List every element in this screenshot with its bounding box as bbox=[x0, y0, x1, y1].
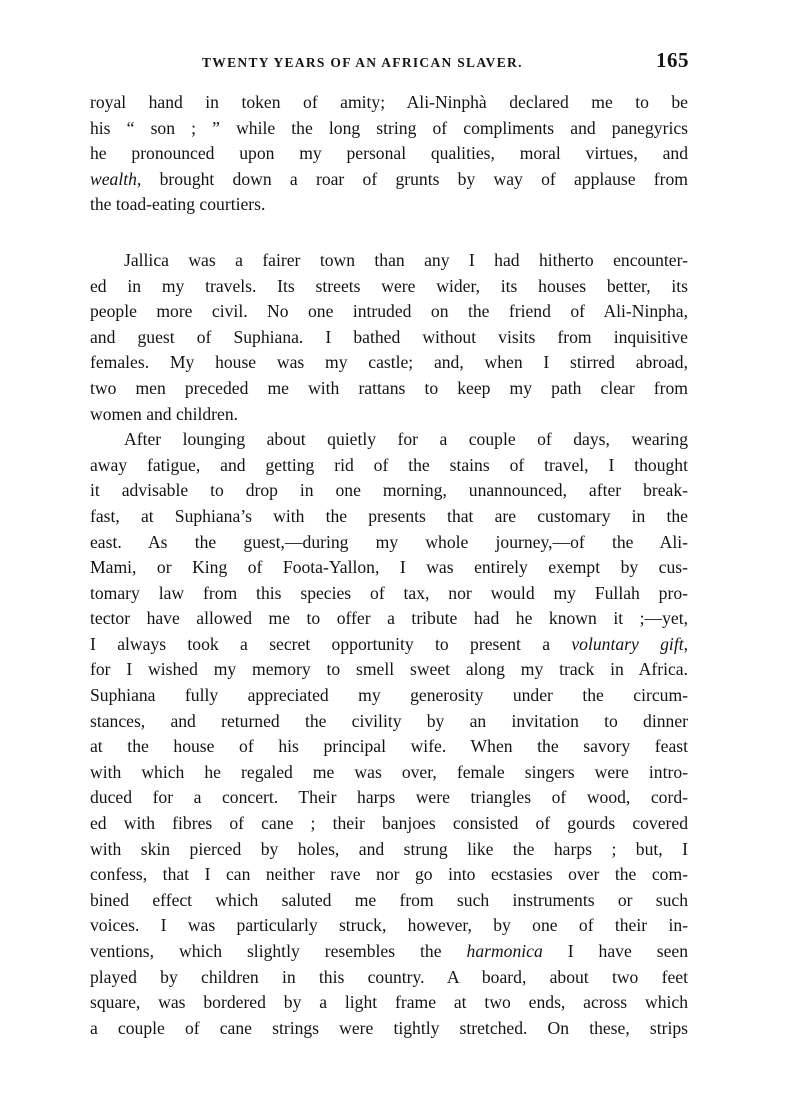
text-line: at the house of his principal wife. When the savory feast bbox=[90, 736, 688, 757]
paragraph-3 bbox=[90, 427, 688, 1041]
italic-word: harmonica bbox=[466, 941, 543, 961]
text-line: Mami, or King of Foota-Yallon, I was entirely exempt by cus- bbox=[90, 557, 688, 578]
italic-word: wealth bbox=[90, 168, 137, 189]
text-line: fast, at Suphiana’s with the presents that are customary in the bbox=[90, 505, 688, 526]
paragraph-1 bbox=[90, 90, 688, 218]
text-line: people more civil. No one intruded on the friend of Ali-Ninpha, bbox=[90, 301, 688, 322]
text-line: it advisable to drop in one morning, unannounced, after break- bbox=[90, 480, 688, 501]
text-line: two men preceded me with rattans to keep my path clear from bbox=[90, 377, 688, 398]
text-line: wealth, brought down a roar of grunts by way of applause from bbox=[90, 168, 688, 189]
text-line: square, was bordered by a light frame at two ends, across which bbox=[90, 992, 688, 1013]
text-line: his “ son ; ” while the long string of compliments and panegyrics bbox=[90, 117, 688, 138]
paragraph-2 bbox=[90, 248, 688, 427]
text-line: After lounging about quietly for a couple of days, wearing bbox=[124, 429, 688, 450]
text-line: duced for a concert. Their harps were triangles of wood, cord- bbox=[90, 787, 688, 808]
text-line: tomary law from this species of tax, nor would my Fullah pro- bbox=[90, 582, 688, 603]
running-head bbox=[90, 48, 690, 78]
text-line: women and children. bbox=[90, 403, 239, 424]
text-line: he pronounced upon my personal qualities, moral virtues, and bbox=[90, 143, 688, 164]
text-line: stances, and returned the civility by an invitation to dinner bbox=[90, 710, 688, 731]
running-title: TWENTY YEARS OF AN AFRICAN SLAVER. bbox=[202, 55, 523, 70]
text-line: Suphiana fully appreciated my generosity under the circum- bbox=[90, 685, 688, 706]
text-line: for I wished my memory to smell sweet along my track in Africa. bbox=[90, 659, 688, 680]
text-line: confess, that I can neither rave nor go into ecstasies over the com- bbox=[90, 864, 688, 885]
text-line: away fatigue, and getting rid of the stains of travel, I thought bbox=[90, 454, 688, 475]
italic-phrase: voluntary gift bbox=[571, 633, 684, 654]
text-line: females. My house was my castle; and, when I stirred abroad, bbox=[90, 352, 688, 373]
paragraph-gap bbox=[90, 218, 688, 248]
text-line: Jallica was a fairer town than any I had hitherto encounter- bbox=[124, 249, 688, 270]
body-text bbox=[90, 90, 688, 1041]
text-line: ed with fibres of cane ; their banjoes consisted of gourds covered bbox=[90, 813, 688, 834]
text-line: with skin pierced by holes, and strung like the harps ; but, I bbox=[90, 838, 688, 859]
text-line: east. As the guest,—during my whole journey,—of the Ali- bbox=[90, 531, 688, 552]
text-line: ed in my travels. Its streets were wider, its houses better, its bbox=[90, 275, 688, 296]
text-line: with which he regaled me was over, female singers were intro- bbox=[90, 761, 688, 782]
page-number: 165 bbox=[656, 48, 689, 72]
text-line: played by children in this country. A board, about two feet bbox=[90, 966, 688, 987]
text-line: bined effect which saluted me from such instruments or such bbox=[90, 889, 688, 910]
text-line: royal hand in token of amity; Ali-Ninphà declared me to be bbox=[90, 92, 688, 112]
text-line: voices. I was particularly struck, however, by one of their in- bbox=[90, 915, 688, 936]
text-line: and guest of Suphiana. I bathed without visits from inquisitive bbox=[90, 326, 688, 347]
text-line: I always took a secret opportunity to present a voluntary gift, bbox=[90, 633, 689, 654]
text-line: the toad-eating courtiers. bbox=[90, 194, 266, 215]
text-line: tector have allowed me to offer a tribute had he known it ;—yet, bbox=[90, 608, 688, 629]
text-line: a couple of cane strings were tightly stretched. On these, strips bbox=[90, 1017, 688, 1038]
text-line: ventions, which slightly resembles the harmonica I have seen bbox=[90, 941, 689, 961]
